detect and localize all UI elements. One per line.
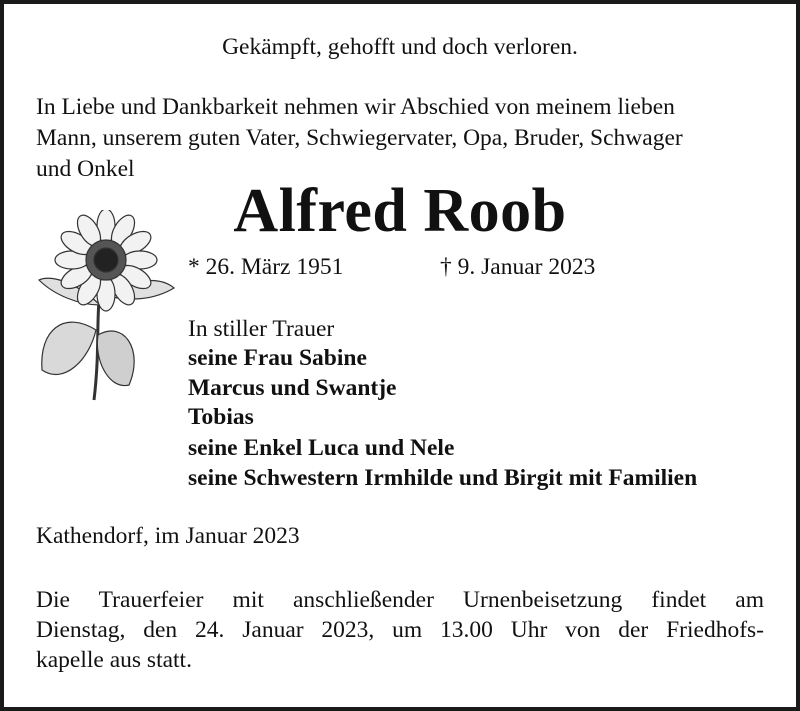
funeral-line-3: kapelle aus statt. (36, 647, 192, 673)
mourner-4: seine Enkel Luca und Nele (188, 435, 455, 461)
death-date: † 9. Januar 2023 (440, 254, 596, 280)
motto: Gekämpft, gehofft und doch verloren. (222, 34, 578, 60)
intro-line-1: In Liebe und Dankbarkeit nehmen wir Abschied von meinem lieben (36, 94, 675, 120)
birth-date: * 26. März 1951 (188, 254, 344, 280)
place-date: Kathendorf, im Januar 2023 (36, 523, 300, 549)
mourning-intro: In stiller Trauer (188, 316, 335, 342)
mourner-2: Marcus und Swantje (188, 375, 397, 401)
mourner-1: seine Frau Sabine (188, 345, 367, 371)
funeral-line-2: Dienstag, den 24. Januar 2023, um 13.00 Uhr von der Friedhofs- (36, 617, 764, 643)
deceased-name: Alfred Roob (233, 177, 567, 245)
mourner-5: seine Schwestern Irmhilde und Birgit mit Familien (188, 465, 698, 491)
funeral-line-1: Die Trauerfeier mit anschließender Urnenbeisetzung findet am (36, 587, 764, 613)
intro-line-2: Mann, unserem guten Vater, Schwiegervater, Opa, Bruder, Schwager (36, 125, 683, 151)
sunflower-icon (34, 210, 179, 410)
intro-line-3: und Onkel (36, 156, 135, 182)
mourner-3: Tobias (188, 404, 254, 430)
